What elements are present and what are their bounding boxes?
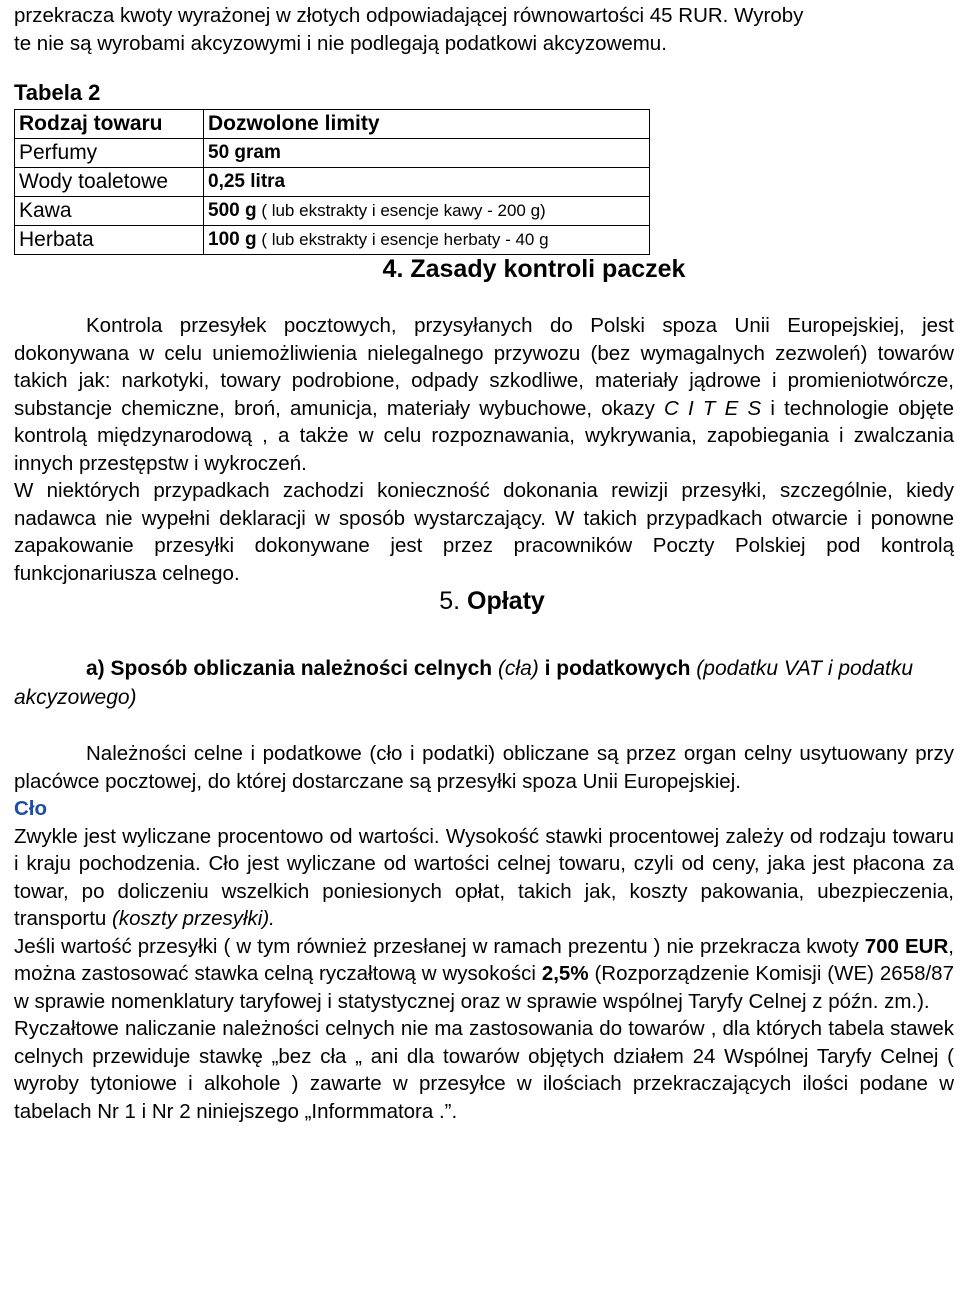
- table-cell-limit: [204, 197, 650, 226]
- section-5-paragraph-3: [14, 933, 954, 1016]
- text-run: i technologie objęte kontrolą międzynarodową , a także w celu rozpoznawania, wykrywania, zapobiegania i zwalczania innych przestępstw i wykroczeń.: [14, 396, 955, 475]
- section-5-number: 5.: [439, 587, 461, 615]
- rate-value: 2,5%: [541, 962, 589, 985]
- sub-a-bold-1: a) Sposób obliczania należności celnych: [86, 657, 493, 680]
- intro-line-2: te nie są wyrobami akcyzowymi i nie podlegają podatkowi akcyzowemu.: [14, 31, 667, 55]
- limit-note: ( lub ekstrakty i esencje herbaty - 40 g: [256, 230, 549, 249]
- limit-note: ( lub ekstrakty i esencje kawy - 200 g): [256, 201, 546, 220]
- paragraph-indent: [14, 742, 86, 765]
- amount-value: 700 EUR: [864, 934, 949, 958]
- text-run: Zwykle jest wyliczane procentowo od wartości. Wysokość stawki procentowej zależy od rodzaju towaru i kraju pochodzenia. Cło jest wyliczane od wartości celnej towaru, czyli od ceny, jaka jest płacona za towar, po doliczeniu wszelkich poniesionych opłat, takich jak, koszty pakowania, ubezpieczenia, transportu: [14, 824, 954, 930]
- section-5-paragraph-4: Ryczałtowe naliczanie należności celnych nie ma zastosowania do towarów , dla których tabela stawek celnych przewiduje stawkę „bez cła „ ani dla towarów objętych działem 24 Wspólnej Taryfy Celnej ( wyroby tytoniowe i alkohole ) zawarte w przesyłce w ilościach przekraczających ilości podane w tabelach Nr 1 i Nr 2 niniejszego „Informmatora .”.: [14, 1017, 954, 1123]
- subsection-a-heading: [14, 654, 954, 712]
- table-header-product: Rodzaj towaru: [15, 110, 204, 139]
- table-cell-product: Kawa: [15, 197, 204, 226]
- section-5-paragraph-1: [14, 740, 954, 795]
- limit-value: 0,25 litra: [208, 171, 286, 192]
- table-cell-product: Perfumy: [15, 139, 204, 168]
- limit-value: 50 gram: [208, 142, 281, 163]
- sub-a-italic-1: (cła): [492, 657, 539, 680]
- table-caption: Tabela 2: [14, 80, 101, 105]
- limits-table: [14, 109, 650, 255]
- section-5-paragraph-2: [14, 823, 954, 933]
- shipping-cost-note: (koszty przesyłki).: [112, 907, 275, 930]
- table-cell-limit: [204, 139, 650, 168]
- text-run: (Rozporządzenie Komisji (WE) 2658/87 w sprawie nomenklatury taryfowej i statystycznej oraz w sprawie wspólnej Taryfy Celnej z późn. zm.).: [14, 962, 954, 1013]
- section-4-heading: 4. Zasady kontroli paczek: [382, 255, 686, 283]
- text-run: , można zastosować stawka celną ryczałtową w wysokości: [14, 934, 954, 985]
- table-row: [15, 197, 650, 226]
- text-run: Kontrola przesyłek pocztowych, przysyłanych do Polski spoza Unii Europejskiej, jest dokonywana w celu uniemożliwienia nielegalnego przywozu (bez wymagalnych zezwoleń) towarów takich jak: narkotyki, towary podrobione, odpady szkodliwe, materiały jądrowe i promieniotwórcze, substancje chemiczne, broń, amunicja, materiały wybuchowe, okazy: [14, 314, 954, 420]
- sub-a-bold-2: i podatkowych: [538, 657, 691, 680]
- table-cell-limit: [204, 226, 650, 255]
- section-4-paragraph-1: [14, 312, 954, 477]
- section-5-title: Opłaty: [467, 587, 545, 615]
- limit-value: 500 g: [208, 200, 257, 221]
- table-row: [15, 226, 650, 255]
- subsection-indent: [14, 657, 86, 680]
- sub-a-italic-2: (podatku VAT i podatku akcyzowego): [14, 657, 914, 709]
- table-cell-product: Herbata: [15, 226, 204, 255]
- spacer: [14, 712, 954, 740]
- intro-text: [14, 2, 954, 57]
- table-header-limit: Dozwolone limity: [204, 110, 650, 139]
- section-5-heading: [14, 587, 954, 616]
- spacer: [14, 284, 954, 312]
- section-4-paragraph-2: W niektórych przypadkach zachodzi konieczność dokonania rewizji przesyłki, szczególnie, kiedy nadawca nie wypełni deklaracji w sposób wystarczający. W takich przypadkach otwarcie i ponowne zapakowanie przesyłki dokonywane jest przez pracowników Poczty Polskiej pod kontrolą funkcjonariusza celnego.: [14, 479, 954, 585]
- table-row: [15, 139, 650, 168]
- text-run: Należności celne i podatkowe (cło i podatki) obliczane są przez organ celny usytuowany przy placówce pocztowej, do której dostarczane są przesyłki spoza Unii Europejskiej.: [14, 742, 954, 793]
- cites-text: C I T E S: [664, 396, 762, 420]
- paragraph-indent: [14, 314, 86, 337]
- table-cell-limit: [204, 168, 650, 197]
- table-row: [15, 168, 650, 197]
- limit-value: 100 g: [208, 229, 257, 250]
- text-run: Jeśli wartość przesyłki ( w tym również przesłanej w ramach prezentu ) nie przekracza kwoty: [14, 934, 865, 958]
- table-cell-product: Wody toaletowe: [15, 168, 204, 197]
- table-header-row: [15, 110, 650, 139]
- intro-line-1: przekracza kwoty wyrażonej w złotych odpowiadającej równowartości 45 RUR. Wyroby: [14, 4, 804, 27]
- clo-heading: Cło: [14, 797, 48, 820]
- document-page: [14, 0, 954, 1125]
